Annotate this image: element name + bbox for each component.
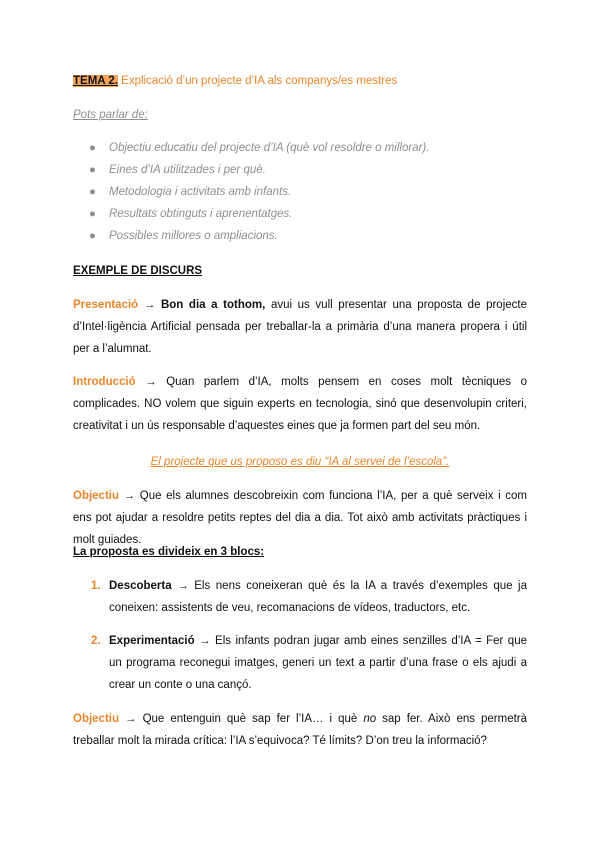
arrow-icon: → [119,490,140,502]
exemple-heading: EXEMPLE DE DISCURS [73,265,203,277]
title-text: Explicació d’un projecte d’IA als companys/es mestres [117,75,398,87]
objectiu-label: Objectiu [73,490,120,502]
objectiu-label: Objectiu [73,713,120,725]
bullet-icon: ● [89,142,96,154]
introduccio-text: Quan parlem d’IA, molts pensem en coses molt tècniques o complicades. NO volem que siguin experts en tecnologia, sinó que desenvolupin criteri, creativitat i un ús responsable d’aquestes eines que ja formen part del seu món. [73,376,527,432]
bloc-label: Descoberta [109,580,172,592]
arrow-icon: → [119,713,143,725]
presentacio-paragraph [73,294,527,360]
bullet-icon: ● [89,186,96,198]
list-item: ● Objectiu educatiu del projecte d’IA (què vol resoldre o millorar). [73,137,527,159]
projecte-nom: El projecte que us proposo es diu “IA al servei de l’escola”. [150,456,450,468]
objectiu2-paragraph: Objectiu → Que entenguin què sap fer l’IA… i què no sap fer. Això ens permetrà treballar molt la mirada crítica: l’IA s’equivoca? Té límits? D’on treu la informació? [73,713,528,747]
presentacio-label: Presentació [73,299,139,311]
proposta-heading: La proposta es divideix en 3 blocs: [73,546,265,558]
bloc-number: 1. [91,580,101,592]
bloc-item-1 [73,575,527,619]
bloc-text: Els infants podran jugar amb eines senzilles d’IA = Fer que un programa reconegui imatges, generi un text a partir d’una frase o els ajudi a crear un conte o una cançó. [109,635,527,691]
presentacio-greeting: Bon dia a tothom, [160,299,266,311]
pots-list [73,137,527,247]
pots-heading: Pots parlar de: [73,109,148,121]
list-item: ● Eines d’IA utilitzades i per què. [73,159,527,181]
arrow-icon: → [135,376,167,388]
list-item: ● Possibles millores o ampliacions. [73,225,527,247]
bullet-icon: ● [89,164,96,176]
list-item: ● Resultats obtinguts i aprenentatges. [73,203,527,225]
bloc-number: 2. [91,635,101,647]
introduccio-paragraph [73,371,527,437]
bullet-icon: ● [89,208,96,220]
bloc-text: Els nens coneixeran què és la IA a través d’exemples que ja coneixen: assistents de veu, recomanacions de vídeos, traductors, etc. [109,580,528,614]
introduccio-label: Introducció [73,376,136,388]
arrow-icon: → [194,635,216,647]
bloc-label: Experimentació [109,635,195,647]
objectiu1-text: Que els alumnes descobreixin com funciona l’IA, per a què serveix i com ens pot ajudar a resoldre petits reptes del dia a dia. Tot això amb activitats pràctiques i molt guiades. [73,490,527,546]
title-tag: TEMA 2. [73,75,118,87]
bullet-icon: ● [89,230,96,242]
document-title [73,70,527,92]
arrow-icon: → [171,580,195,592]
presentacio-text: avui us vull presentar una proposta de projecte d’Intel·ligència Artificial pensada per treballar-la a primària d’una manera propera i útil per a l’alumnat. [73,299,527,355]
bloc-item-2 [73,630,527,696]
list-item: ● Metodologia i activitats amb infants. [73,181,527,203]
arrow-icon: → [138,299,161,311]
